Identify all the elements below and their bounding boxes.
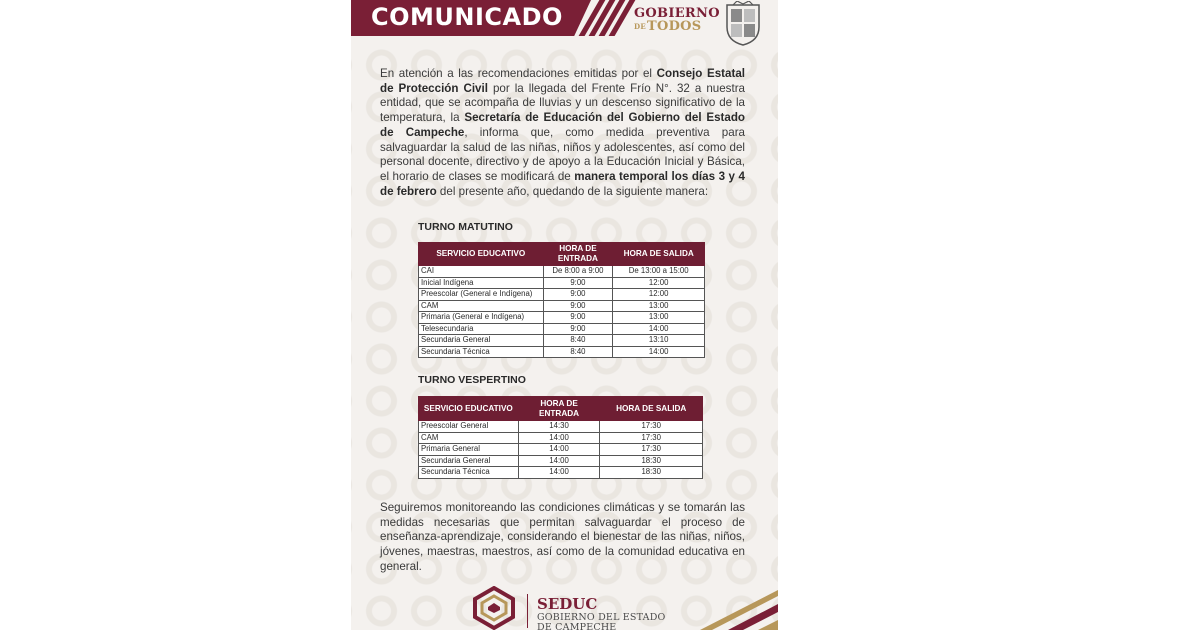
entry-time-cell: 8:40	[543, 335, 613, 347]
table-row	[419, 266, 705, 278]
service-cell: Secundaria General	[419, 455, 519, 467]
service-cell: Secundaria Técnica	[419, 467, 519, 479]
table-row	[419, 277, 705, 289]
table-row	[419, 323, 705, 335]
service-cell: Primaria General	[419, 444, 519, 456]
header	[351, 0, 778, 40]
table-row	[419, 289, 705, 301]
table-row	[419, 312, 705, 324]
exit-time-cell: 17:30	[600, 421, 703, 433]
turno-vespertino-heading: TURNO VESPERTINO	[418, 374, 526, 386]
intro-paragraph	[380, 67, 745, 199]
table-row	[419, 335, 705, 347]
exit-time-cell: 17:30	[600, 444, 703, 456]
column-header: SERVICIO EDUCATIVO	[419, 243, 544, 266]
column-header: HORA DE SALIDA	[613, 243, 705, 266]
intro-text-2: por la llegada del Frente Frío N°. 32 a nuestra entidad, que se acompaña de lluvias y un descenso significativo de la temperatura, la	[380, 81, 746, 125]
service-cell: Secundaria General	[419, 335, 544, 347]
column-header: HORA DE ENTRADA	[543, 243, 613, 266]
exit-time-cell: 13:00	[613, 300, 705, 312]
vespertino-table	[418, 396, 703, 479]
entry-time-cell: 9:00	[543, 289, 613, 301]
entry-time-cell: 9:00	[543, 300, 613, 312]
service-cell: Preescolar General	[419, 421, 519, 433]
entry-time-cell: De 8:00 a 9:00	[543, 266, 613, 278]
table-row	[419, 346, 705, 358]
service-cell: Telesecundaria	[419, 323, 544, 335]
table-row	[419, 300, 705, 312]
table-row	[419, 421, 703, 433]
table-row	[419, 455, 703, 467]
column-header: HORA DE ENTRADA	[518, 397, 600, 421]
seduc-logo-icon	[471, 586, 517, 630]
gobierno-logo-todos: TODOS	[647, 19, 702, 34]
intro-bold-3: manera temporal los días 3 y 4 de febrero	[380, 169, 745, 198]
service-cell: CAM	[419, 432, 519, 444]
entry-time-cell: 9:00	[543, 277, 613, 289]
table-row	[419, 444, 703, 456]
matutino-header-row	[419, 243, 705, 266]
service-cell: CAM	[419, 300, 544, 312]
vespertino-header-row	[419, 397, 703, 421]
exit-time-cell: 13:10	[613, 335, 705, 347]
intro-bold-1: Consejo Estatal de Protección Civil	[380, 67, 745, 95]
entry-time-cell: 9:00	[543, 323, 613, 335]
gobierno-logo-line1: GOBIERNO	[634, 6, 720, 21]
page-title: COMUNICADO	[371, 3, 563, 31]
footer-brand: SEDUC	[537, 595, 598, 613]
column-header: HORA DE SALIDA	[600, 397, 703, 421]
entry-time-cell: 14:00	[518, 432, 600, 444]
matutino-table	[418, 242, 705, 358]
column-header: SERVICIO EDUCATIVO	[419, 397, 519, 421]
footer-line-1: GOBIERNO DEL ESTADO	[537, 612, 666, 623]
table-row	[419, 432, 703, 444]
service-cell: Preescolar (General e Indígena)	[419, 289, 544, 301]
intro-text-1: En atención a las recomendaciones emitidas por el	[380, 67, 657, 80]
corner-stripes	[688, 590, 778, 630]
entry-time-cell: 9:00	[543, 312, 613, 324]
gobierno-logo-line2	[634, 19, 702, 34]
exit-time-cell: 18:30	[600, 455, 703, 467]
service-cell: Inicial Indígena	[419, 277, 544, 289]
footer-divider	[527, 594, 528, 628]
table-row	[419, 467, 703, 479]
exit-time-cell: De 13:00 a 15:00	[613, 266, 705, 278]
exit-time-cell: 17:30	[600, 432, 703, 444]
service-cell: Secundaria Técnica	[419, 346, 544, 358]
header-stripes	[583, 0, 629, 36]
footer-line-2: DE CAMPECHE	[537, 622, 617, 630]
entry-time-cell: 8:40	[543, 346, 613, 358]
entry-time-cell: 14:30	[518, 421, 600, 433]
intro-text-3: , informa que, como medida preventiva para salvaguardar la salud de las niñas, niños y adolescentes, así como del personal docente, directivo y de apoyo a la Educación Inicial y Básica, el horario de clases se modificará de	[380, 125, 746, 183]
vespertino-rows	[419, 421, 703, 479]
intro-bold-2: Secretaría de Educación del Gobierno del Estado de Campeche	[380, 111, 745, 139]
service-cell: Primaria (General e Indígena)	[419, 312, 544, 324]
turno-matutino-heading: TURNO MATUTINO	[418, 221, 513, 233]
exit-time-cell: 12:00	[613, 277, 705, 289]
entry-time-cell: 14:00	[518, 455, 600, 467]
service-cell: CAI	[419, 266, 544, 278]
closing-paragraph: Seguiremos monitoreando las condiciones climáticas y se tomarán las medidas necesarias que permitan salvaguardar el proceso de enseñanza-aprendizaje, considerando el bienestar de las niñas, niños, jóvenes, maestras, maestros, así como de la comunidad educativa en general.	[380, 501, 745, 573]
gobierno-logo-de: DE	[634, 22, 647, 31]
exit-time-cell: 12:00	[613, 289, 705, 301]
exit-time-cell: 14:00	[613, 323, 705, 335]
exit-time-cell: 14:00	[613, 346, 705, 358]
communique-document	[351, 0, 778, 630]
exit-time-cell: 18:30	[600, 467, 703, 479]
intro-text-4: del presente año, quedando de la siguiente manera:	[436, 184, 709, 198]
entry-time-cell: 14:00	[518, 467, 600, 479]
exit-time-cell: 13:00	[613, 312, 705, 324]
entry-time-cell: 14:00	[518, 444, 600, 456]
state-coat-of-arms-icon	[723, 1, 763, 47]
matutino-rows	[419, 266, 705, 358]
